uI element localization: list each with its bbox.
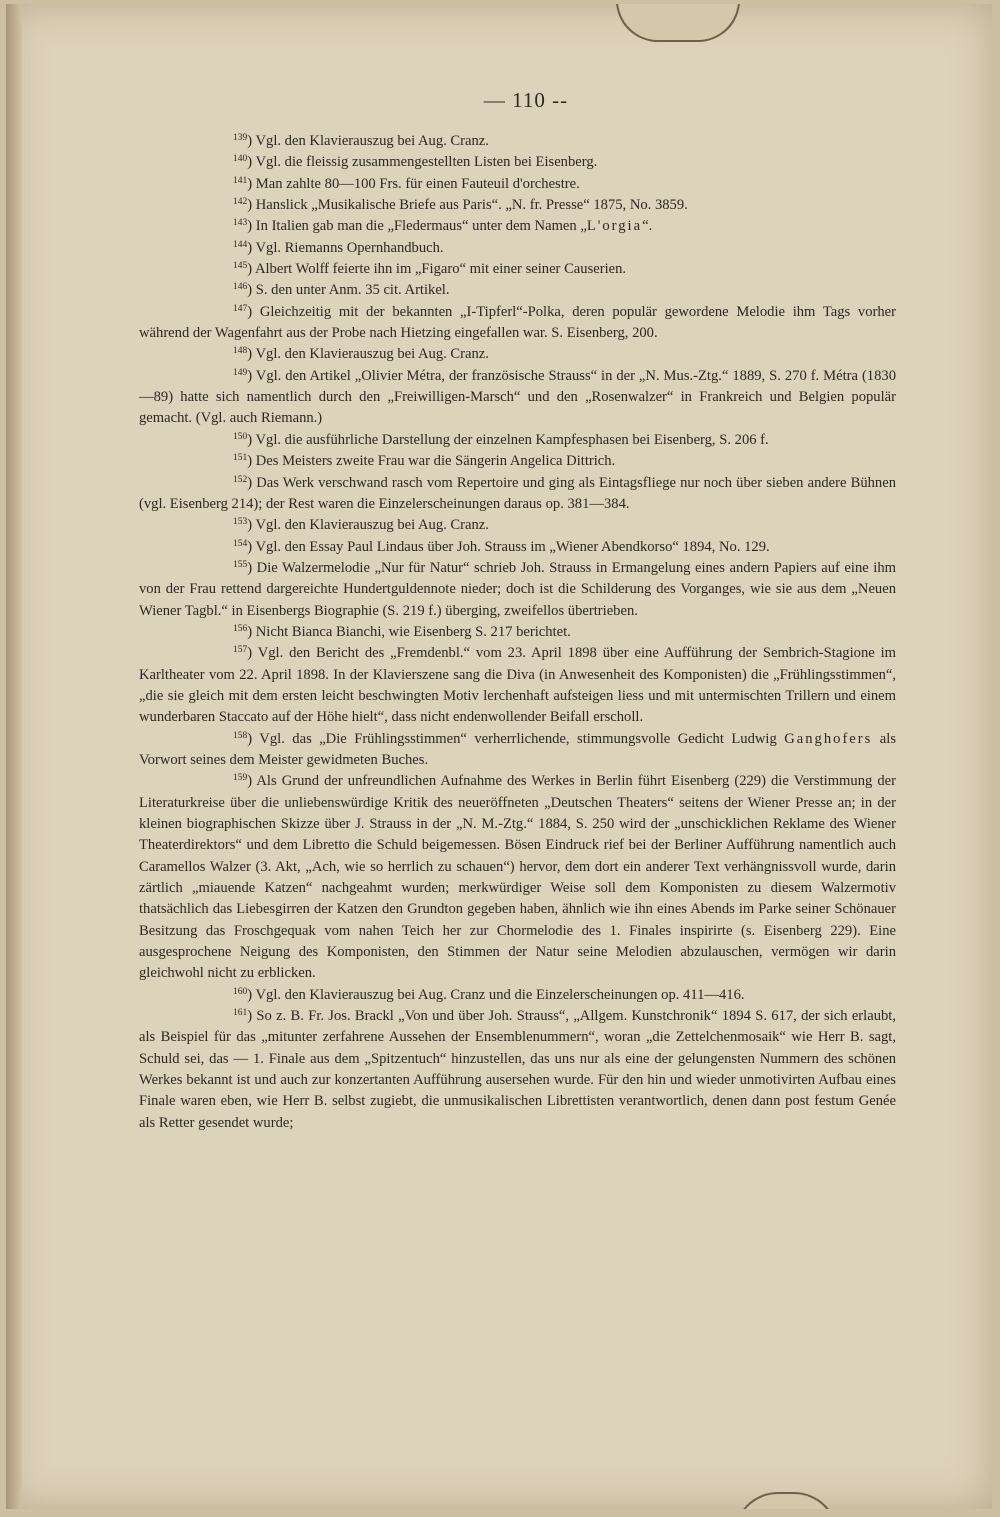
footnote-number: 147	[233, 303, 248, 314]
book-spine	[6, 4, 22, 1509]
footnote: $^{150}$) Vgl. die ausführliche Darstellung der einzelnen Kampfesphasen bei Eisenberg, S. 206 f.	[233, 431, 769, 448]
footnote-number: 144	[233, 239, 248, 250]
footnote: $^{151}$) Des Meisters zweite Frau war die Sängerin Angelica Dittrich.	[233, 453, 616, 470]
footnote: $^{149}$) Vgl. den Artikel „Olivier Métra, der französische Strauss“ in der „N. Mus.-Ztg.“ 1889, S. 270 f. Métra (1830—89) hatte sich namentlich durch den „Freiwilligen-Marsch“ und den „Rosenwalzer“ in Frankreich und Belgien populär gemacht. (Vgl. auch Riemann.)	[139, 367, 896, 427]
footnote: $^{142}$) Hanslick „Musikalische Briefe aus Paris“. „N. fr. Presse“ 1875, No. 3859.	[233, 197, 688, 214]
spaced-text: Ganghofers	[784, 730, 873, 747]
footnote-number: 150	[233, 431, 248, 442]
footnote-number: 157	[233, 645, 248, 656]
footnote-number: 149	[233, 367, 248, 378]
binding-tab-bottom	[734, 1492, 838, 1509]
footnote: $^{159}$) Als Grund der unfreundlichen Aufnahme des Werkes in Berlin führt Eisenberg (229) die Verstimmung der Literaturkreise über die unliebenswürdige Kritik des neueröffneten „Deutschen Theaters“ seitens der Wiener Presse an; in der kleinen biographischen Skizze über J. Strauss in der „N. M.-Ztg.“ 1884, S. 250 wird der „unschicklichen Reklame des Wiener Theaterdirektors“ und dem Libretto die Schuld beigemessen. Bösen Eindruck rief bei der Berliner Aufführung namentlich auch Caramellos Walzer (3. Akt, „Ach, wie so herrlich zu schauen“) hervor, dem dort ein anderer Text verhängnissvoll wurde, darin zärtlich „miauende Katzen“ nachgeahmt wurden; merkwürdiger Weise soll dem Komponisten zu diesem Walzermotiv thatsächlich das Liebesgirren der Katzen den Grundton gegeben haben, ähnlich wie ihn eines Abends im Parke seiner Schönauer Besitzung das Froschgequak vom nahen Teich her zur Chormelodie des 1. Finales inspirirte (s. Eisenberg 229). Eine ausgesprochene Neigung des Komponisten, den Stimmen der Natur seine Melodien abzulauschen, vermögen wir darin gleichwohl nicht zu erblicken.	[139, 773, 896, 982]
footnote-number: 145	[233, 261, 248, 272]
footnote-number: 151	[233, 453, 248, 464]
page-number: — 110 --	[483, 88, 569, 112]
footnote-number: 156	[233, 623, 248, 634]
footnote-number: 143	[233, 218, 248, 229]
footnote-number: 146	[233, 282, 248, 293]
footnote-number: 142	[233, 197, 248, 208]
footnote: $^{154}$) Vgl. den Essay Paul Lindaus über Joh. Strauss im „Wiener Abendkorso“ 1894, No. 129.	[233, 538, 770, 555]
footnote: $^{148}$) Vgl. den Klavierauszug bei Aug. Cranz.	[233, 346, 489, 363]
footnote: $^{147}$) Gleichzeitig mit der bekannten „I-Tipferl“-Polka, deren populär gewordene Melodie ihm Tags vorher während der Wagenfahrt aus der Probe nach Hietzing eingefallen war. S. Eisenberg, 200.	[139, 303, 896, 342]
footnote: $^{160}$) Vgl. den Klavierauszug bei Aug. Cranz und die Einzelerscheinungen op. 411—416.	[233, 986, 745, 1003]
footnote-number: 140	[233, 154, 248, 165]
footnote: $^{143}$) In Italien gab man die „Fledermaus“ unter dem Namen „L'orgia“.	[233, 218, 653, 235]
footnote: $^{157}$) Vgl. den Bericht des „Fremdenbl.“ vom 23. April 1898 über eine Aufführung der Sembrich-Stagione im Karltheater vom 22. April 1898. In der Klavierszene sang die Diva (in Anwesenheit des Komponisten) die „Frühlingsstimmen“, „die sie gleich mit dem ersten leicht beschwingten Motiv lerchenhaft aufsteigen liess und mit untermischten Trillern und einem wunderbaren Staccato auf der Höhe hielt“, dass nicht endenwollender Beifall erscholl.	[139, 645, 896, 726]
footnote: $^{141}$) Man zahlte 80—100 Frs. für einen Fauteuil d'orchestre.	[233, 175, 580, 192]
footnote-number: 158	[233, 730, 248, 741]
footnote-number: 139	[233, 133, 248, 143]
footnote-number: 153	[233, 517, 248, 528]
footnote-number: 160	[233, 986, 248, 997]
footnote-number: 155	[233, 559, 248, 570]
footnote-number: 161	[233, 1008, 248, 1019]
footnote: $^{145}$) Albert Wolff feierte ihn im „Figaro“ mit einer seiner Causerien.	[233, 261, 627, 278]
footnote: $^{156}$) Nicht Bianca Bianchi, wie Eisenberg S. 217 berichtet.	[233, 623, 571, 640]
footnote: $^{155}$) Die Walzermelodie „Nur für Natur“ schrieb Joh. Strauss in Ermangelung eines andern Papiers auf eine ihm von der Frau rettend dargereichte Hundertguldennote nieder; doch ist die Schilderung des Vorganges, wie sie aus dem „Neuen Wiener Tagbl.“ in Eisenbergs Biographie (S. 219 f.) überging, zweifellos übertrieben.	[139, 559, 896, 619]
footnote: $^{144}$) Vgl. Riemanns Opernhandbuch.	[233, 239, 444, 256]
footnotes	[139, 131, 896, 1134]
footnote-number: 141	[233, 175, 248, 186]
footnote: $^{139}$) Vgl. den Klavierauszug bei Aug. Cranz.	[233, 133, 489, 149]
book-page	[6, 4, 992, 1509]
footnote-number: 159	[233, 773, 248, 784]
footnote: $^{140}$) Vgl. die fleissig zusammengestellten Listen bei Eisenberg.	[233, 154, 598, 171]
footnote: $^{146}$) S. den unter Anm. 35 cit. Artikel.	[233, 282, 450, 299]
footnote-number: 152	[233, 474, 248, 485]
spaced-text: L'orgia	[586, 218, 643, 235]
binding-tab-top	[616, 4, 740, 42]
footnote-number: 154	[233, 538, 248, 549]
footnote-number: 148	[233, 346, 248, 357]
footnote: $^{152}$) Das Werk verschwand rasch vom Repertoire und ging als Eintagsfliege nur noch über sieben andere Bühnen (vgl. Eisenberg 214); der Rest waren die Einzelerscheinungen daraus op. 381—384.	[139, 474, 896, 512]
footnote: $^{161}$) So z. B. Fr. Jos. Brackl „Von und über Joh. Strauss“, „Allgem. Kunstchronik“ 1894 S. 617, der sich erlaubt, als Beispiel für das „mitunter zerfahrene Aussehen der Ensemblenummern“, woran „die Zettelchenmosaik“ wie Herr B. sagt, Schuld sei, das — 1. Finale aus dem „Spitzentuch“ hinzustellen, das uns nur als eine der gelungensten Nummern des schönen Werkes bekannt ist und auch zur konzertanten Aufführung ausersehen wurde. Für den hin und wieder unmotivirten Aufbau eines Finale waren eben, wie Herr B. selbst zugiebt, die unmusikalischen Librettisten verantwortlich, denen dann post festum Genée als Retter gesendet wurde;	[139, 1008, 896, 1131]
footnote: $^{153}$) Vgl. den Klavierauszug bei Aug. Cranz.	[233, 517, 489, 534]
footnote: $^{158}$) Vgl. das „Die Frühlingsstimmen“ verherrlichende, stimmungsvolle Gedicht Ludwig Ganghofers als Vorwort seines dem Meister gewidmeten Buches.	[139, 730, 896, 768]
